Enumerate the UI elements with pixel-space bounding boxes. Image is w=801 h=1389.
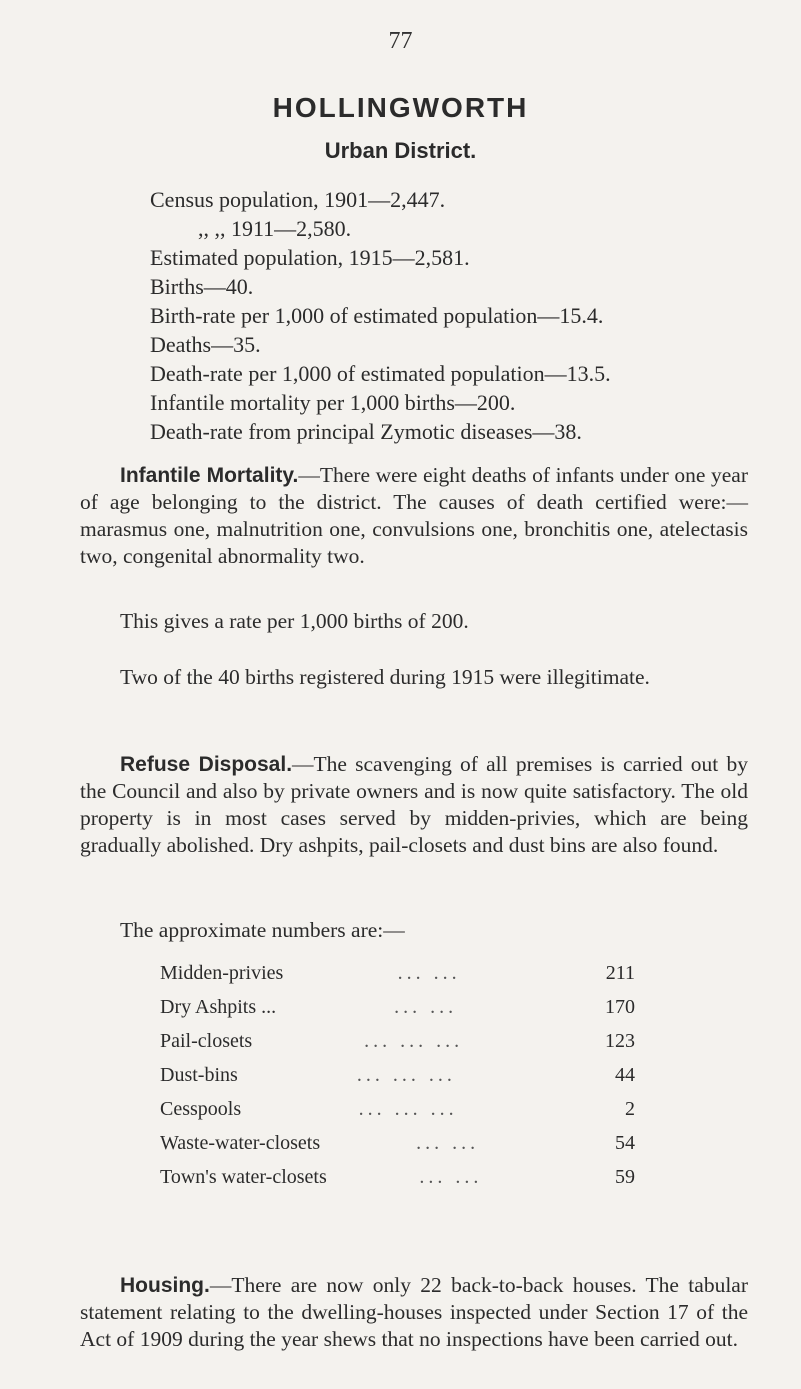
housing-text: —There are now only 22 back-to-back houses. The tabular statement relating to the dwelling-houses inspected under Section 17 of the Act of 1909 during the year shews that no inspections have been carried out.: [80, 1273, 748, 1351]
row-value: 44: [615, 1063, 635, 1086]
row-dots: ... ...: [416, 1131, 480, 1154]
row-dots: ... ... ...: [364, 1029, 464, 1052]
row-dots: ... ... ...: [358, 1097, 458, 1120]
table-row: [160, 1092, 635, 1126]
housing-paragraph: [80, 1272, 748, 1353]
table-row: [160, 956, 635, 990]
stat-line: Census population, 1901—2,447.: [150, 187, 446, 212]
refuse-disposal-heading: Refuse Disposal.: [120, 753, 293, 776]
numbers-intro: The approximate numbers are:—: [120, 918, 405, 942]
refuse-disposal-paragraph: [80, 751, 748, 859]
refuse-disposal-text: —The scavenging of all premises is carried out by the Council and also by private owners and is now quite satisfactory. The old property is in most cases served by midden-privies, which are being gradually abolished. Dry ashpits, pail-closets and dust bins are also found.: [80, 752, 748, 857]
page-number: 77: [388, 28, 413, 54]
rate-text: This gives a rate per 1,000 births of 200.: [120, 609, 469, 633]
row-value: 170: [605, 995, 635, 1018]
stat-line: Deaths—35.: [150, 332, 261, 357]
stat-line: Birth-rate per 1,000 of estimated population—15.4.: [150, 303, 604, 328]
table-row: [160, 1126, 635, 1160]
stat-line: ,, ,, 1911—2,580.: [198, 216, 352, 241]
table-row: [160, 1058, 635, 1092]
housing-heading: Housing.: [120, 1274, 210, 1297]
statistics-block: [150, 185, 790, 446]
district-subtitle: Urban District.: [324, 138, 477, 163]
row-label: Midden-privies: [160, 961, 284, 984]
numbers-table: [160, 956, 635, 1194]
stat-line: Death-rate per 1,000 of estimated population—13.5.: [150, 361, 611, 386]
row-dots: ... ...: [397, 961, 461, 984]
row-label: Pail-closets: [160, 1029, 253, 1052]
illegitimate-text: Two of the 40 births registered during 1915 were illegitimate.: [120, 665, 650, 689]
table-row: [160, 990, 635, 1024]
stat-line: Infantile mortality per 1,000 births—200.: [150, 390, 516, 415]
illegitimate-paragraph: [80, 664, 748, 691]
district-title: HOLLINGWORTH: [272, 92, 529, 123]
row-label: Town's water-closets: [160, 1165, 327, 1188]
table-row: [160, 1160, 635, 1194]
stat-line: Births—40.: [150, 274, 254, 299]
row-label: Cesspools: [160, 1097, 242, 1120]
row-label: Waste-water-closets: [160, 1131, 321, 1154]
stat-line: Death-rate from principal Zymotic diseases—38.: [150, 419, 582, 444]
row-value: 59: [615, 1165, 635, 1188]
row-label: Dry Ashpits ...: [160, 995, 277, 1018]
stat-line: Estimated population, 1915—2,581.: [150, 245, 470, 270]
row-dots: ... ... ...: [356, 1063, 456, 1086]
row-value: 211: [605, 961, 635, 984]
row-dots: ... ...: [394, 995, 458, 1018]
row-label: Dust-bins: [160, 1063, 238, 1086]
row-value: 123: [605, 1029, 635, 1052]
row-value: 2: [625, 1097, 635, 1120]
rate-paragraph: [80, 608, 748, 635]
infantile-mortality-heading: Infantile Mortality.: [120, 464, 299, 487]
infantile-mortality-paragraph: [80, 462, 748, 570]
table-row: [160, 1024, 635, 1058]
row-value: 54: [615, 1131, 635, 1154]
infantile-mortality-text: —There were eight deaths of infants under one year of age belonging to the district. The causes of death certified were:—marasmus one, malnutrition one, convulsions one, bronchitis one, atelectasis two, congenital abnormality two.: [80, 463, 748, 568]
row-dots: ... ...: [419, 1165, 483, 1188]
